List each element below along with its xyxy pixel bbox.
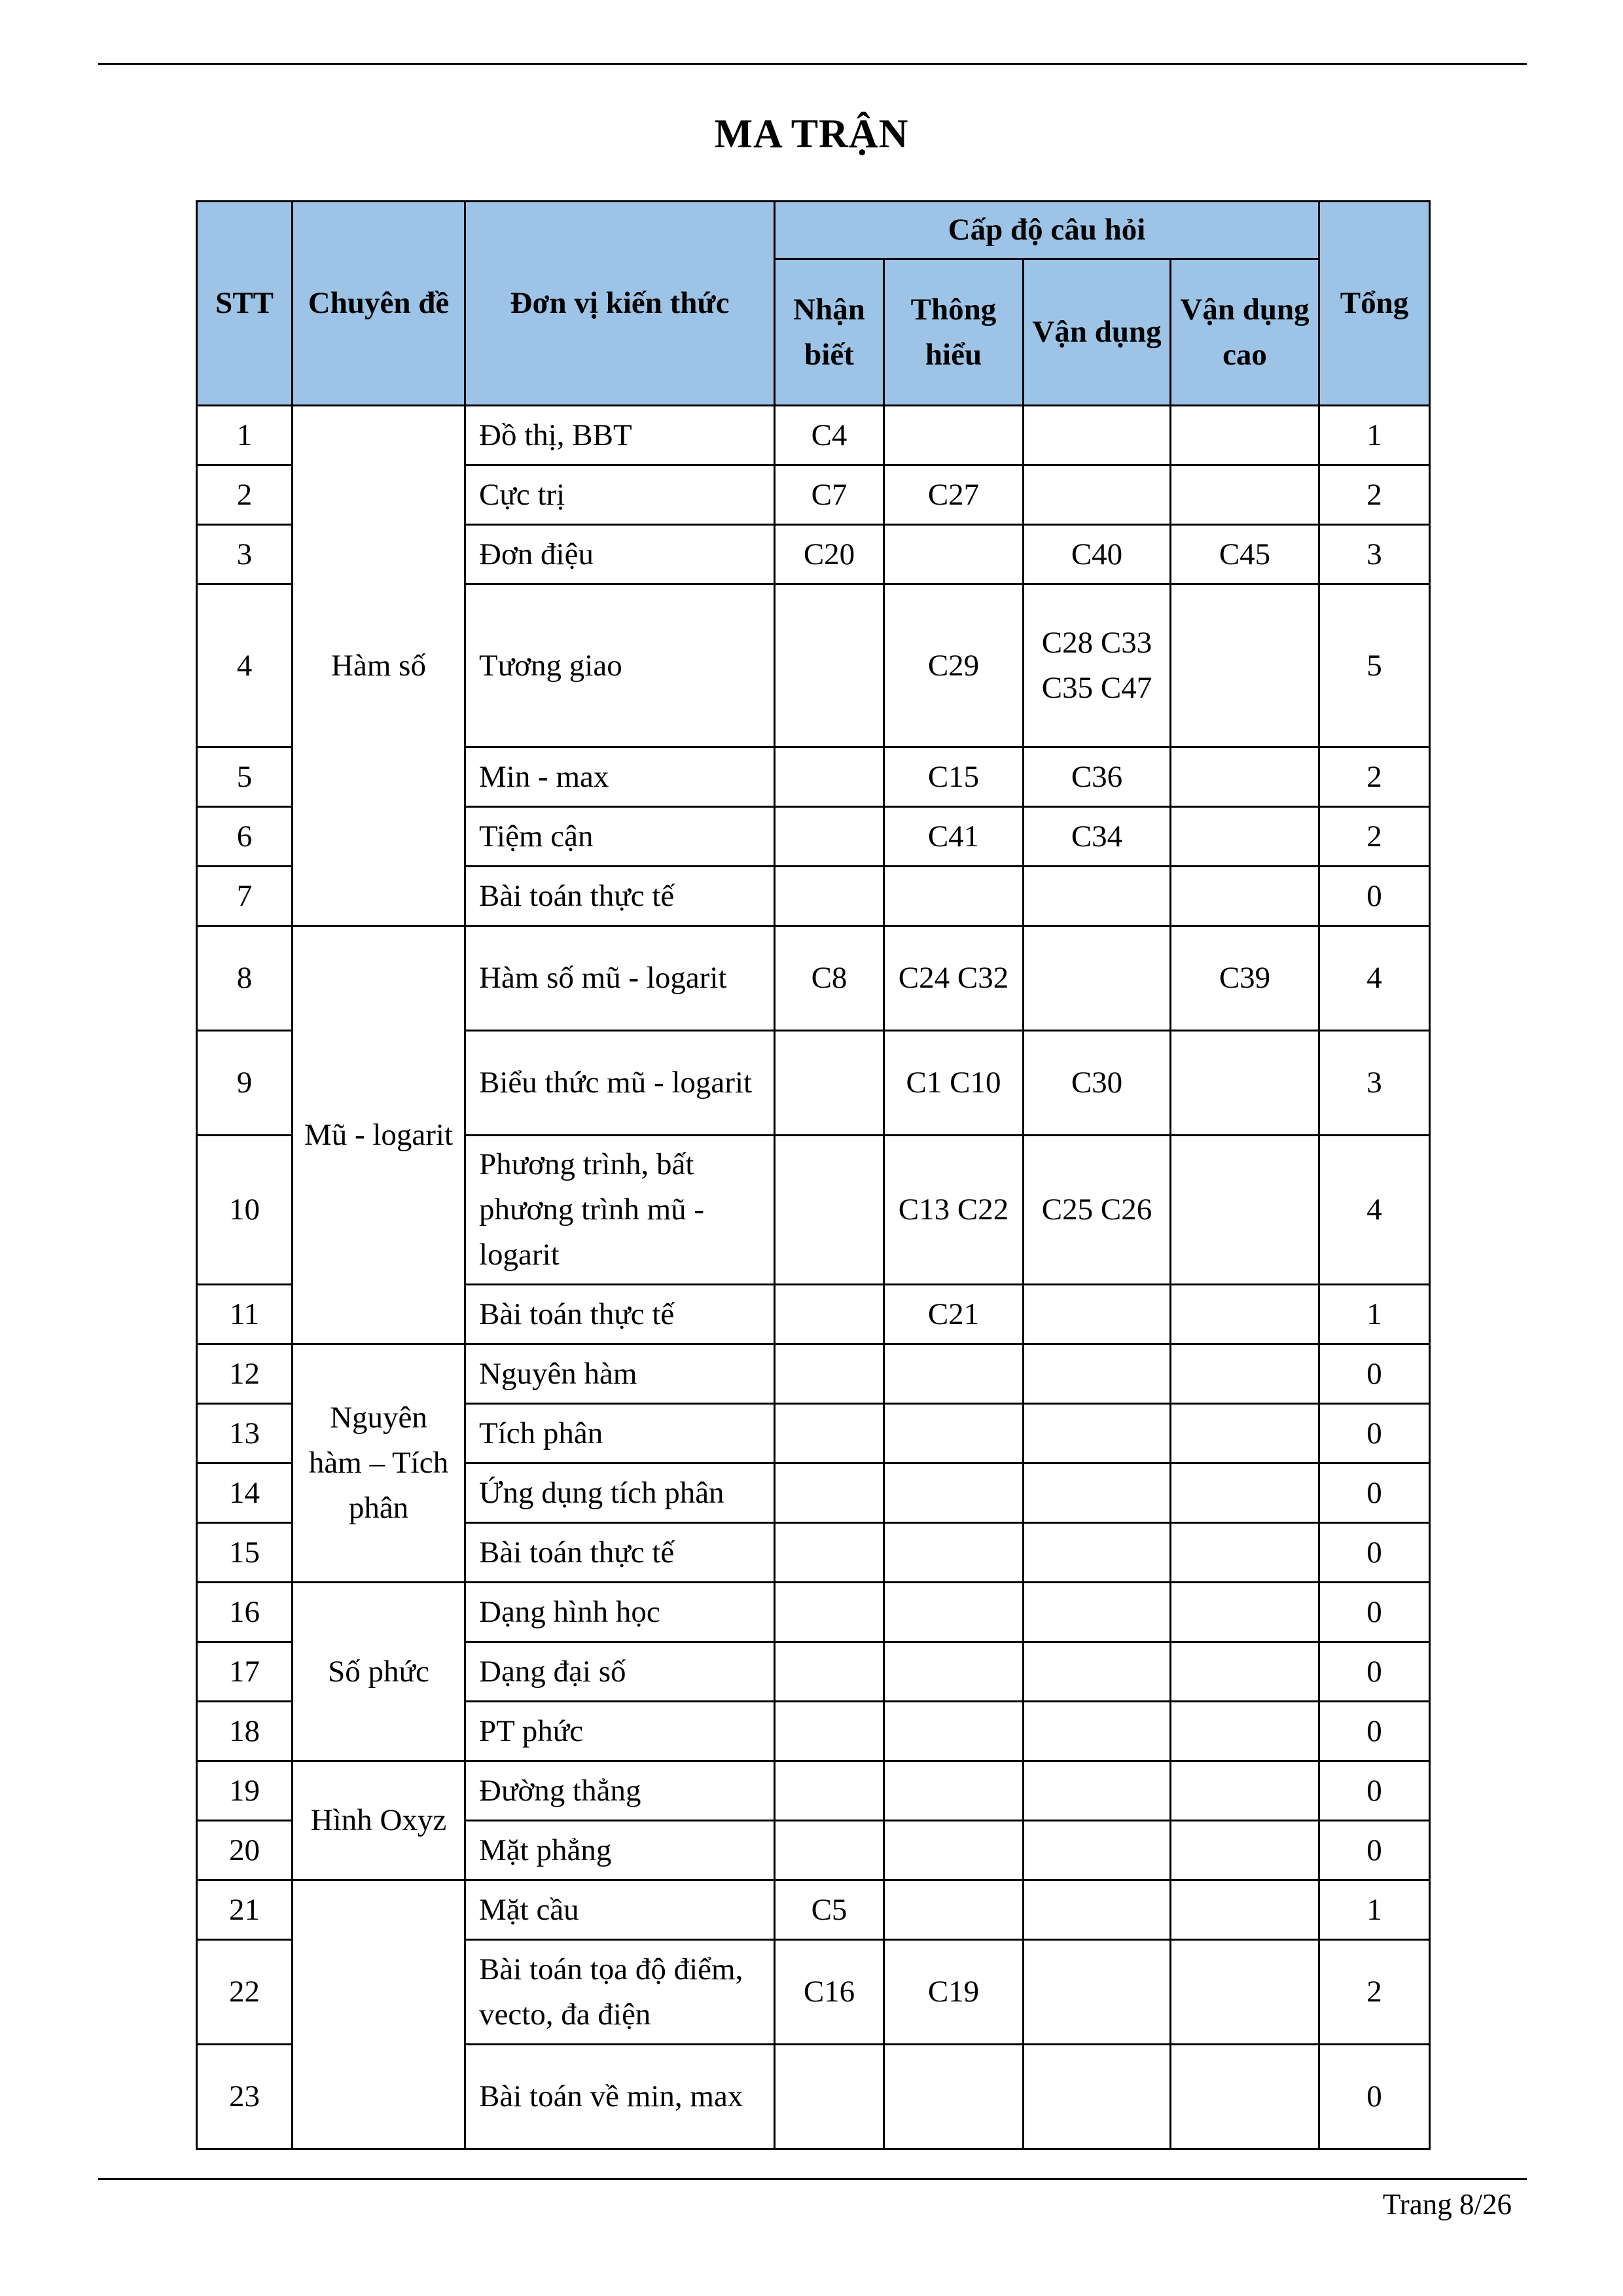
cell-total: 3 — [1319, 1031, 1430, 1136]
cell-total: 0 — [1319, 867, 1430, 926]
cell-vdc — [1171, 747, 1319, 807]
cell-vd — [1024, 2045, 1171, 2149]
cell-stt: 23 — [197, 2045, 293, 2149]
cell-unit: Min - max — [465, 747, 775, 807]
cell-th — [884, 867, 1024, 926]
header-topic: Chuyên đề — [293, 202, 465, 406]
topic-cell-empty — [293, 1880, 465, 2149]
cell-th: C21 — [884, 1285, 1024, 1344]
cell-th — [884, 1642, 1024, 1702]
cell-total: 1 — [1319, 406, 1430, 465]
cell-unit: Đơn điệu — [465, 525, 775, 584]
cell-th: C24 C32 — [884, 926, 1024, 1031]
cell-nb — [775, 1463, 884, 1523]
table-row — [197, 1880, 1430, 1940]
cell-total: 2 — [1319, 807, 1430, 867]
cell-nb: C8 — [775, 926, 884, 1031]
cell-stt: 5 — [197, 747, 293, 807]
table-row — [197, 1344, 1430, 1404]
cell-unit: Tích phân — [465, 1404, 775, 1463]
cell-unit: Mặt phẳng — [465, 1821, 775, 1880]
cell-nb — [775, 1642, 884, 1702]
cell-th — [884, 1880, 1024, 1940]
header-level-th: Thông hiểu — [884, 259, 1024, 406]
topic-cell: Mũ - logarit — [293, 926, 465, 1344]
cell-nb: C5 — [775, 1880, 884, 1940]
cell-unit: Dạng hình học — [465, 1583, 775, 1642]
cell-total: 0 — [1319, 1463, 1430, 1523]
cell-total: 2 — [1319, 465, 1430, 525]
cell-th — [884, 1821, 1024, 1880]
cell-th — [884, 406, 1024, 465]
cell-nb — [775, 1344, 884, 1404]
cell-vdc — [1171, 1463, 1319, 1523]
cell-nb — [775, 1136, 884, 1285]
cell-nb — [775, 1523, 884, 1583]
cell-vdc — [1171, 1523, 1319, 1583]
cell-total: 1 — [1319, 1285, 1430, 1344]
cell-vdc — [1171, 1404, 1319, 1463]
cell-vdc — [1171, 867, 1319, 926]
cell-vdc — [1171, 465, 1319, 525]
cell-total: 0 — [1319, 1523, 1430, 1583]
cell-vd: C28 C33 C35 C47 — [1024, 584, 1171, 747]
cell-unit: Mặt cầu — [465, 1880, 775, 1940]
cell-vdc — [1171, 1583, 1319, 1642]
cell-nb — [775, 1404, 884, 1463]
cell-vd — [1024, 1344, 1171, 1404]
cell-nb — [775, 1285, 884, 1344]
cell-vdc: C45 — [1171, 525, 1319, 584]
cell-vd: C40 — [1024, 525, 1171, 584]
cell-stt: 19 — [197, 1761, 293, 1821]
cell-vdc — [1171, 1761, 1319, 1821]
cell-vd: C25 C26 — [1024, 1136, 1171, 1285]
cell-stt: 2 — [197, 465, 293, 525]
cell-total: 2 — [1319, 747, 1430, 807]
cell-th: C29 — [884, 584, 1024, 747]
cell-total: 0 — [1319, 1821, 1430, 1880]
cell-unit: Bài toán thực tế — [465, 1523, 775, 1583]
cell-vdc — [1171, 1136, 1319, 1285]
cell-vd — [1024, 406, 1171, 465]
header-unit: Đơn vị kiến thức — [465, 202, 775, 406]
cell-vdc — [1171, 807, 1319, 867]
cell-unit: Bài toán thực tế — [465, 867, 775, 926]
cell-nb — [775, 2045, 884, 2149]
cell-total: 5 — [1319, 584, 1430, 747]
cell-vd: C36 — [1024, 747, 1171, 807]
cell-th: C13 C22 — [884, 1136, 1024, 1285]
cell-nb: C7 — [775, 465, 884, 525]
cell-total: 0 — [1319, 1761, 1430, 1821]
cell-vdc — [1171, 584, 1319, 747]
cell-nb — [775, 1821, 884, 1880]
cell-unit: Biểu thức mũ - logarit — [465, 1031, 775, 1136]
cell-th — [884, 1523, 1024, 1583]
cell-vdc — [1171, 1642, 1319, 1702]
cell-nb — [775, 584, 884, 747]
cell-stt: 9 — [197, 1031, 293, 1136]
cell-nb: C4 — [775, 406, 884, 465]
cell-stt: 18 — [197, 1702, 293, 1761]
cell-vdc — [1171, 1880, 1319, 1940]
header-level-group: Cấp độ câu hỏi — [775, 202, 1319, 259]
cell-th — [884, 525, 1024, 584]
cell-vdc — [1171, 1031, 1319, 1136]
cell-vd — [1024, 1285, 1171, 1344]
cell-vdc — [1171, 1821, 1319, 1880]
table-row — [197, 1583, 1430, 1642]
cell-vd — [1024, 1702, 1171, 1761]
cell-th — [884, 1702, 1024, 1761]
cell-th — [884, 1583, 1024, 1642]
table-row — [197, 926, 1430, 1031]
cell-nb — [775, 1761, 884, 1821]
cell-total: 0 — [1319, 1642, 1430, 1702]
top-rule — [98, 63, 1527, 65]
cell-vd — [1024, 1761, 1171, 1821]
topic-cell: Hình Oxyz — [293, 1761, 465, 1880]
header-level-vdc: Vận dụng cao — [1171, 259, 1319, 406]
topic-cell: Số phức — [293, 1583, 465, 1761]
topic-cell: Nguyên hàm – Tích phân — [293, 1344, 465, 1583]
cell-total: 3 — [1319, 525, 1430, 584]
cell-total: 0 — [1319, 1344, 1430, 1404]
cell-stt: 21 — [197, 1880, 293, 1940]
cell-nb: C20 — [775, 525, 884, 584]
cell-stt: 4 — [197, 584, 293, 747]
cell-stt: 10 — [197, 1136, 293, 1285]
cell-th: C19 — [884, 1940, 1024, 2045]
cell-unit: Nguyên hàm — [465, 1344, 775, 1404]
cell-vd — [1024, 1821, 1171, 1880]
cell-stt: 6 — [197, 807, 293, 867]
cell-unit: Bài toán về min, max — [465, 2045, 775, 2149]
cell-vd — [1024, 1940, 1171, 2045]
cell-stt: 11 — [197, 1285, 293, 1344]
cell-vd — [1024, 1404, 1171, 1463]
cell-nb — [775, 747, 884, 807]
cell-total: 0 — [1319, 1583, 1430, 1642]
header-total: Tổng — [1319, 202, 1430, 406]
cell-stt: 15 — [197, 1523, 293, 1583]
cell-total: 0 — [1319, 1404, 1430, 1463]
cell-unit: Tiệm cận — [465, 807, 775, 867]
header-level-vd: Vận dụng — [1024, 259, 1171, 406]
cell-th — [884, 1344, 1024, 1404]
cell-nb — [775, 807, 884, 867]
cell-total: 1 — [1319, 1880, 1430, 1940]
cell-th — [884, 1404, 1024, 1463]
cell-stt: 22 — [197, 1940, 293, 2045]
cell-vdc: C39 — [1171, 926, 1319, 1031]
cell-unit: Cực trị — [465, 465, 775, 525]
cell-stt: 7 — [197, 867, 293, 926]
cell-total: 0 — [1319, 1702, 1430, 1761]
cell-vdc — [1171, 1940, 1319, 2045]
cell-vd — [1024, 1642, 1171, 1702]
cell-stt: 3 — [197, 525, 293, 584]
cell-vdc — [1171, 2045, 1319, 2149]
cell-total: 0 — [1319, 2045, 1430, 2149]
cell-th: C27 — [884, 465, 1024, 525]
cell-unit: Đường thẳng — [465, 1761, 775, 1821]
cell-total: 4 — [1319, 1136, 1430, 1285]
cell-vd — [1024, 1523, 1171, 1583]
header-level-nb: Nhận biết — [775, 259, 884, 406]
cell-vd — [1024, 1583, 1171, 1642]
table-row — [197, 1761, 1430, 1821]
cell-vd — [1024, 867, 1171, 926]
bottom-rule — [98, 2178, 1527, 2180]
cell-nb — [775, 1702, 884, 1761]
cell-stt: 1 — [197, 406, 293, 465]
cell-vdc — [1171, 1702, 1319, 1761]
cell-unit: Phương trình, bất phương trình mũ - logarit — [465, 1136, 775, 1285]
cell-nb — [775, 1583, 884, 1642]
cell-vd: C34 — [1024, 807, 1171, 867]
page-number: Trang 8/26 — [1382, 2188, 1512, 2221]
matrix-table — [196, 200, 1431, 2150]
cell-stt: 17 — [197, 1642, 293, 1702]
cell-th — [884, 2045, 1024, 2149]
page-title: MA TRẬN — [714, 112, 909, 156]
cell-th: C1 C10 — [884, 1031, 1024, 1136]
cell-unit: Bài toán thực tế — [465, 1285, 775, 1344]
cell-stt: 16 — [197, 1583, 293, 1642]
cell-unit: PT phức — [465, 1702, 775, 1761]
cell-vd — [1024, 1880, 1171, 1940]
cell-th — [884, 1761, 1024, 1821]
cell-unit: Bài toán tọa độ điểm, vecto, đa điện — [465, 1940, 775, 2045]
cell-vdc — [1171, 1344, 1319, 1404]
cell-vd — [1024, 926, 1171, 1031]
cell-th: C41 — [884, 807, 1024, 867]
cell-nb — [775, 1031, 884, 1136]
cell-vd — [1024, 1463, 1171, 1523]
cell-stt: 13 — [197, 1404, 293, 1463]
cell-nb: C16 — [775, 1940, 884, 2045]
header-stt: STT — [197, 202, 293, 406]
cell-vd — [1024, 465, 1171, 525]
cell-unit: Đồ thị, BBT — [465, 406, 775, 465]
cell-unit: Tương giao — [465, 584, 775, 747]
cell-stt: 8 — [197, 926, 293, 1031]
cell-stt: 14 — [197, 1463, 293, 1523]
cell-unit: Dạng đại số — [465, 1642, 775, 1702]
cell-vd: C30 — [1024, 1031, 1171, 1136]
cell-unit: Hàm số mũ - logarit — [465, 926, 775, 1031]
topic-cell: Hàm số — [293, 406, 465, 926]
cell-total: 2 — [1319, 1940, 1430, 2045]
table-row — [197, 406, 1430, 465]
cell-th: C15 — [884, 747, 1024, 807]
cell-total: 4 — [1319, 926, 1430, 1031]
cell-nb — [775, 867, 884, 926]
cell-vdc — [1171, 1285, 1319, 1344]
cell-stt: 12 — [197, 1344, 293, 1404]
cell-unit: Ứng dụng tích phân — [465, 1463, 775, 1523]
cell-vdc — [1171, 406, 1319, 465]
cell-stt: 20 — [197, 1821, 293, 1880]
cell-th — [884, 1463, 1024, 1523]
